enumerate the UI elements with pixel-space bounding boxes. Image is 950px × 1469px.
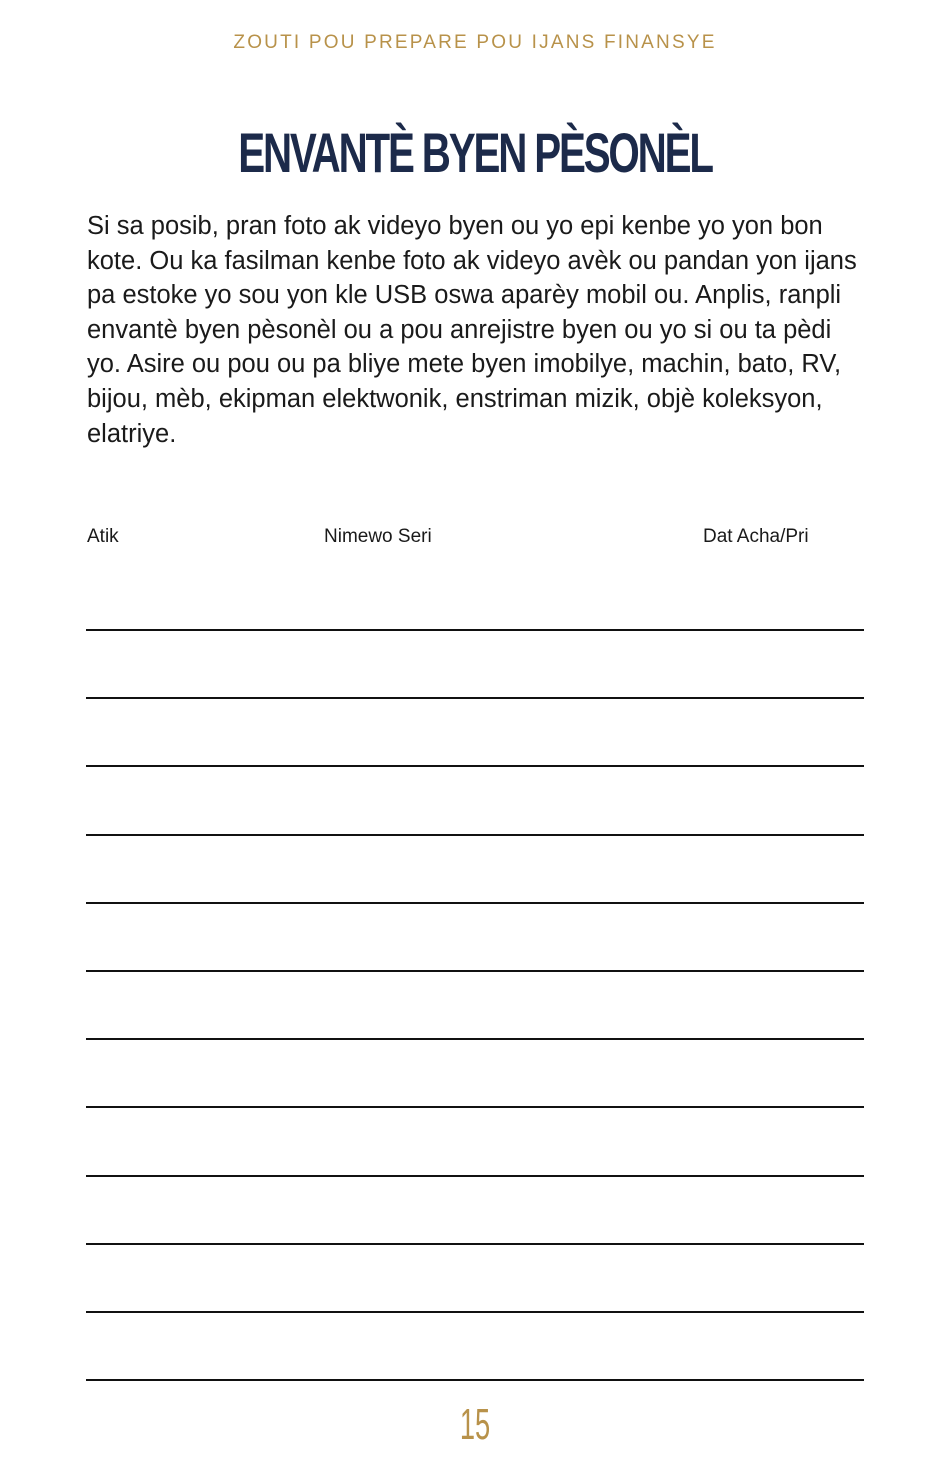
table-row-line (86, 970, 864, 972)
running-header: ZOUTI POU PREPARE POU IJANS FINANSYE (233, 32, 717, 53)
column-header-serial-number: Nimewo Seri (324, 526, 432, 547)
table-row-line (86, 629, 864, 631)
column-header-item: Atik (87, 526, 119, 547)
column-header-purchase-date-price: Dat Acha/Pri (703, 526, 809, 547)
table-row-line (86, 1106, 864, 1108)
table-row-line (86, 697, 864, 699)
table-row-line (86, 902, 864, 904)
page-title: ENVANTÈ BYEN PÈSONÈL (238, 121, 712, 184)
table-row-line (86, 1038, 864, 1040)
table-row-line (86, 1243, 864, 1245)
table-row-line (86, 834, 864, 836)
table-row-line (86, 1379, 864, 1381)
table-row-line (86, 765, 864, 767)
intro-paragraph: Si sa posib, pran foto ak videyo byen ou yo epi kenbe yo yon bon kote. Ou ka fasilman kenbe foto ak videyo avèk ou pandan yon ijans pa estoke yo sou yon kle USB oswa aparèy mobil ou. Anplis, ranpli envantè byen pèsonèl ou a pou anrejistre byen ou yo si ou ta pèdi yo. Asire ou pou ou pa bliye mete byen imobilye, machin, bato, RV, bijou, mèb, ekipman elektwonik, enstriman mizik, objè koleksyon, elatriye. (87, 212, 857, 448)
table-row-line (86, 1311, 864, 1313)
table-row-line (86, 1175, 864, 1177)
page-number: 15 (459, 1400, 491, 1449)
